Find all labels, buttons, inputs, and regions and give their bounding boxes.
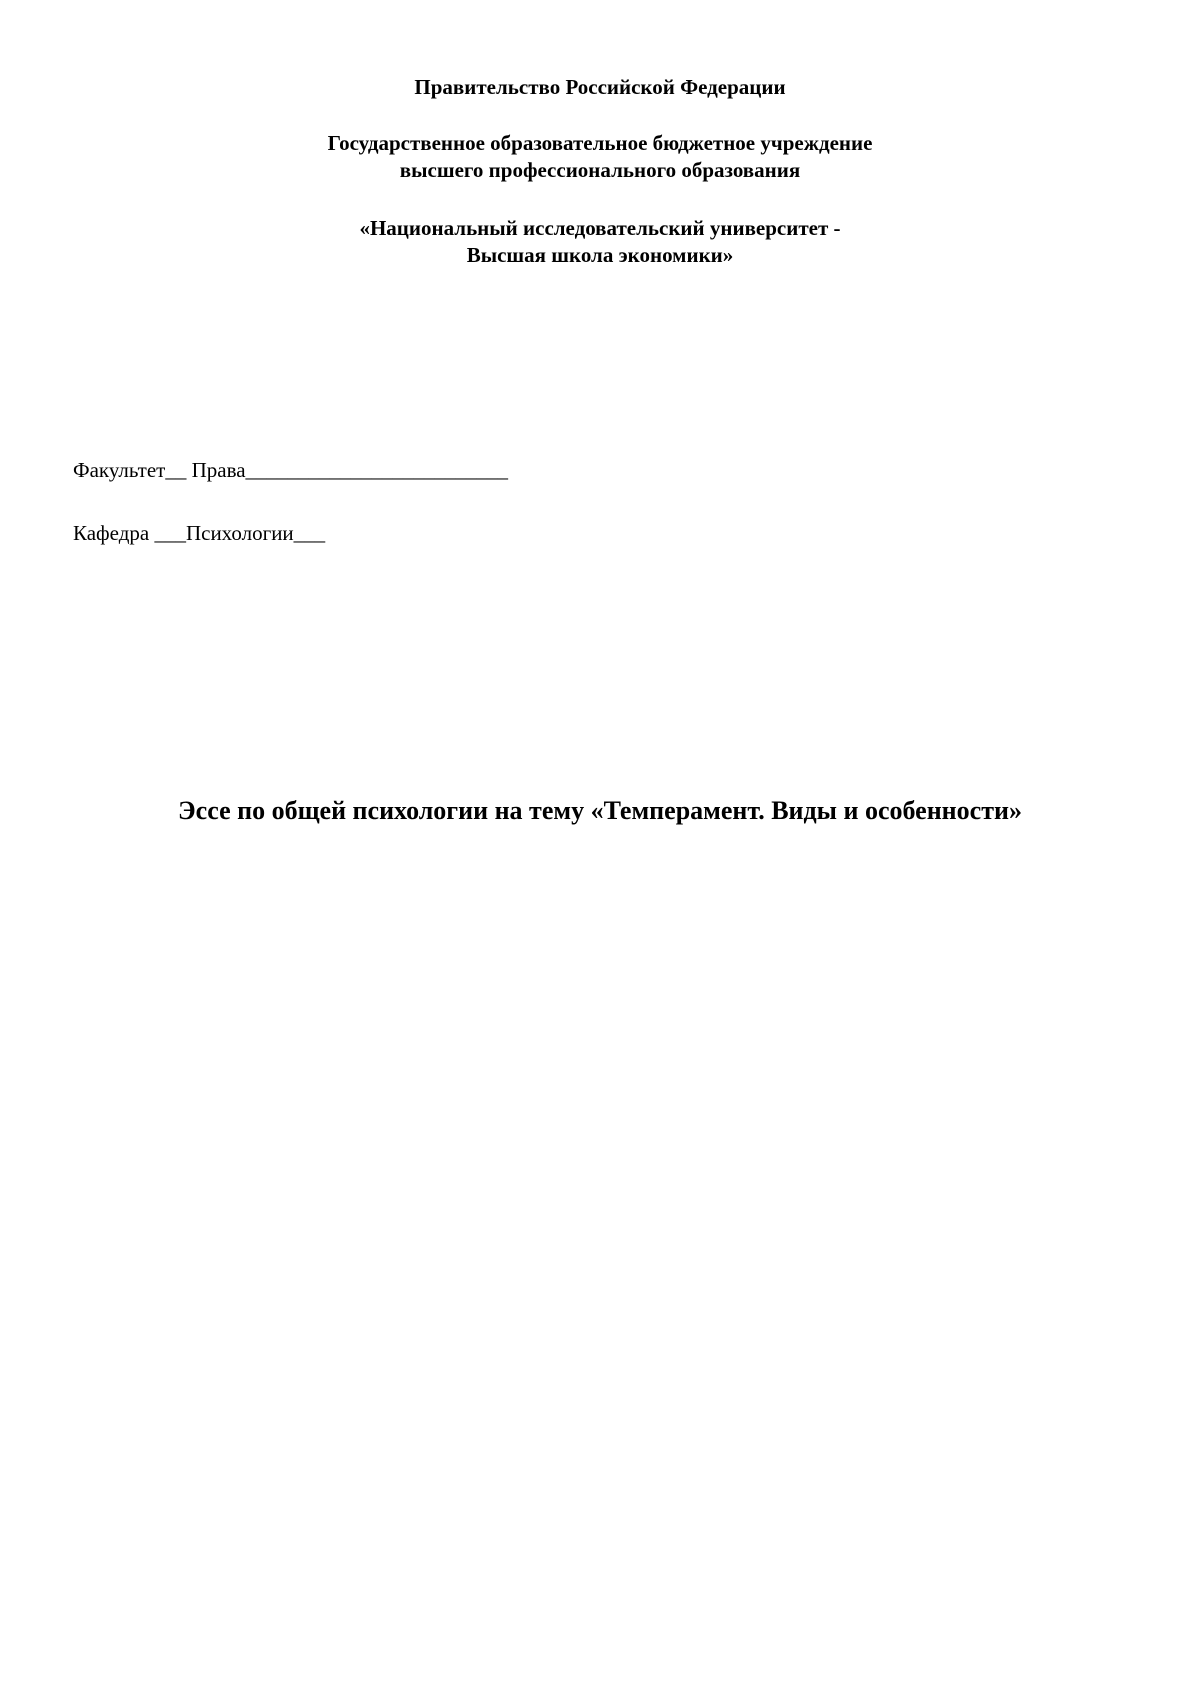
university-line-1: «Национальный исследовательский университет - — [359, 216, 841, 240]
university-line-2: Высшая школа экономики» — [466, 243, 734, 267]
faculty-field: Факультет__ Права_________________________ — [73, 458, 509, 482]
department-field: Кафедра ___Психологии___ — [73, 521, 326, 545]
institution-line-2: высшего профессионального образования — [399, 158, 801, 182]
government-name: Правительство Российской Федерации — [414, 75, 786, 99]
university-header — [0, 215, 1200, 269]
government-header — [0, 74, 1200, 101]
institution-header — [0, 130, 1200, 184]
institution-line-1: Государственное образовательное бюджетное учреждение — [327, 131, 873, 155]
essay-title: Эссе по общей психологии на тему «Темперамент. Виды и особенности» — [178, 796, 1022, 825]
